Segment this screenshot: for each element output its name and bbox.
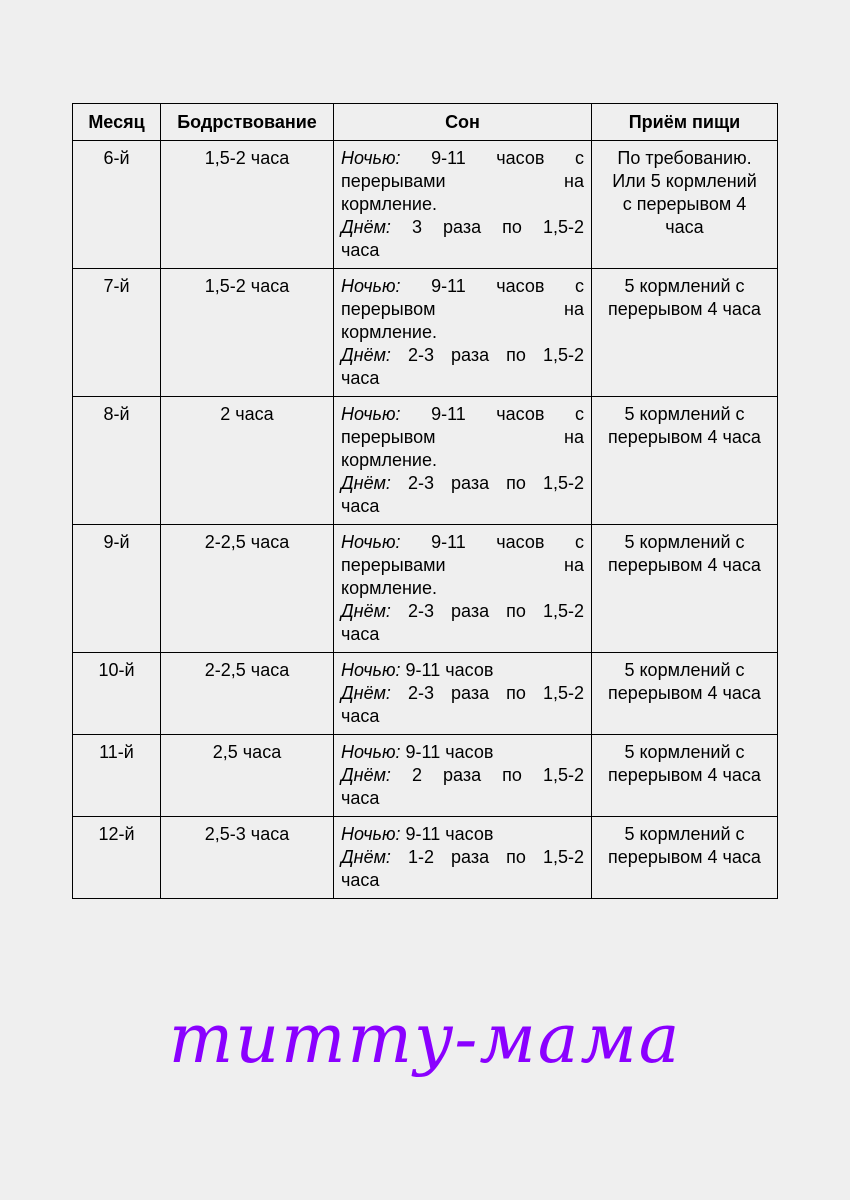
day-text: 2-3 раза по 1,5-2: [390, 601, 584, 621]
day-label: Днём:: [341, 473, 391, 493]
night-label: Ночью:: [341, 532, 401, 552]
night-text: перерывами на: [341, 555, 584, 575]
food-line: перерывом 4 часа: [608, 683, 761, 703]
cell-month: 11-й: [73, 735, 161, 817]
day-line: [341, 764, 584, 787]
cell-month: 7-й: [73, 269, 161, 397]
day-text: 2-3 раза по 1,5-2: [390, 345, 584, 365]
food-line: перерывом 4 часа: [608, 427, 761, 447]
day-line: [341, 367, 584, 390]
night-text: 9-11 часов с: [400, 404, 584, 424]
day-label: Днём:: [341, 345, 391, 365]
cell-awake: 2,5 часа: [161, 735, 334, 817]
day-line: [341, 705, 584, 728]
cell-month: 9-й: [73, 525, 161, 653]
day-line: [341, 846, 584, 869]
night-text: перерывом на: [341, 427, 584, 447]
night-line: [341, 823, 584, 846]
night-text: перерывами на: [341, 171, 584, 191]
day-label: Днём:: [341, 683, 391, 703]
day-line: [341, 344, 584, 367]
table-row: [73, 525, 778, 653]
day-line: [341, 600, 584, 623]
night-text: 9-11 часов с: [400, 276, 584, 296]
food-line: 5 кормлений с: [624, 276, 745, 296]
day-line: [341, 472, 584, 495]
night-text: кормление.: [341, 450, 437, 470]
night-text: кормление.: [341, 322, 437, 342]
day-text: 1-2 раза по 1,5-2: [390, 847, 584, 867]
food-line: перерывом 4 часа: [608, 299, 761, 319]
cell-sleep: [334, 525, 592, 653]
day-text: часа: [341, 788, 380, 808]
cell-awake: 1,5-2 часа: [161, 269, 334, 397]
day-label: Днём:: [341, 217, 391, 237]
cell-awake: 2 часа: [161, 397, 334, 525]
night-line: [341, 577, 584, 600]
night-text: 9-11 часов: [400, 824, 494, 844]
night-text: 9-11 часов с: [400, 532, 584, 552]
cell-food: [592, 653, 778, 735]
cell-food: [592, 141, 778, 269]
food-line: 5 кормлений с: [624, 660, 745, 680]
night-label: Ночью:: [341, 404, 401, 424]
night-text: 9-11 часов: [400, 660, 494, 680]
night-line: [341, 659, 584, 682]
cell-month: 8-й: [73, 397, 161, 525]
night-line: [341, 147, 584, 170]
night-line: [341, 449, 584, 472]
night-label: Ночью:: [341, 660, 401, 680]
day-line: [341, 682, 584, 705]
cell-month: 10-й: [73, 653, 161, 735]
day-line: [341, 239, 584, 262]
night-line: [341, 298, 584, 321]
night-text: кормление.: [341, 578, 437, 598]
night-line: [341, 170, 584, 193]
header-row: [73, 104, 778, 141]
food-line: перерывом 4 часа: [608, 847, 761, 867]
day-text: часа: [341, 870, 380, 890]
table-row: [73, 141, 778, 269]
day-line: [341, 623, 584, 646]
cell-sleep: [334, 397, 592, 525]
food-line: перерывом 4 часа: [608, 765, 761, 785]
table-row: [73, 817, 778, 899]
night-line: [341, 426, 584, 449]
night-line: [341, 741, 584, 764]
schedule-table: [72, 103, 778, 899]
cell-sleep: [334, 817, 592, 899]
night-line: [341, 193, 584, 216]
day-label: Днём:: [341, 601, 391, 621]
day-text: 3 раза по 1,5-2: [390, 217, 584, 237]
food-line: 5 кормлений с: [624, 742, 745, 762]
cell-sleep: [334, 141, 592, 269]
night-line: [341, 554, 584, 577]
table-row: [73, 269, 778, 397]
table-row: [73, 397, 778, 525]
cell-sleep: [334, 735, 592, 817]
day-text: часа: [341, 624, 380, 644]
night-label: Ночью:: [341, 276, 401, 296]
day-line: [341, 216, 584, 239]
night-label: Ночью:: [341, 148, 401, 168]
food-line: По требованию.: [617, 148, 752, 168]
night-line: [341, 275, 584, 298]
day-line: [341, 787, 584, 810]
day-line: [341, 869, 584, 892]
food-line: с перерывом 4: [622, 194, 747, 214]
food-line: 5 кормлений с: [624, 824, 745, 844]
food-line: Или 5 кормлений: [612, 171, 757, 191]
night-line: [341, 403, 584, 426]
food-line: часа: [665, 217, 704, 237]
cell-sleep: [334, 269, 592, 397]
day-text: часа: [341, 240, 380, 260]
day-text: часа: [341, 706, 380, 726]
header-food: Приём пищи: [592, 104, 778, 141]
cell-food: [592, 525, 778, 653]
day-text: 2-3 раза по 1,5-2: [390, 473, 584, 493]
cell-awake: 2-2,5 часа: [161, 653, 334, 735]
day-line: [341, 495, 584, 518]
cell-month: 6-й: [73, 141, 161, 269]
night-text: 9-11 часов: [400, 742, 494, 762]
cell-sleep: [334, 653, 592, 735]
header-awake: Бодрствование: [161, 104, 334, 141]
night-text: 9-11 часов с: [400, 148, 584, 168]
day-label: Днём:: [341, 847, 391, 867]
food-line: 5 кормлений с: [624, 404, 745, 424]
cell-food: [592, 397, 778, 525]
food-line: 5 кормлений с: [624, 532, 745, 552]
cell-food: [592, 735, 778, 817]
table-row: [73, 653, 778, 735]
cell-awake: 2,5-3 часа: [161, 817, 334, 899]
cell-food: [592, 269, 778, 397]
day-text: 2 раза по 1,5-2: [390, 765, 584, 785]
table-row: [73, 735, 778, 817]
table-body: [73, 141, 778, 899]
brand-logo: mummy-мама: [168, 1000, 682, 1079]
cell-awake: 2-2,5 часа: [161, 525, 334, 653]
cell-month: 12-й: [73, 817, 161, 899]
night-text: кормление.: [341, 194, 437, 214]
night-text: перерывом на: [341, 299, 584, 319]
header-sleep: Сон: [334, 104, 592, 141]
day-label: Днём:: [341, 765, 391, 785]
day-text: 2-3 раза по 1,5-2: [390, 683, 584, 703]
night-label: Ночью:: [341, 742, 401, 762]
header-month: Месяц: [73, 104, 161, 141]
night-label: Ночью:: [341, 824, 401, 844]
night-line: [341, 531, 584, 554]
day-text: часа: [341, 368, 380, 388]
cell-food: [592, 817, 778, 899]
cell-awake: 1,5-2 часа: [161, 141, 334, 269]
food-line: перерывом 4 часа: [608, 555, 761, 575]
night-line: [341, 321, 584, 344]
day-text: часа: [341, 496, 380, 516]
